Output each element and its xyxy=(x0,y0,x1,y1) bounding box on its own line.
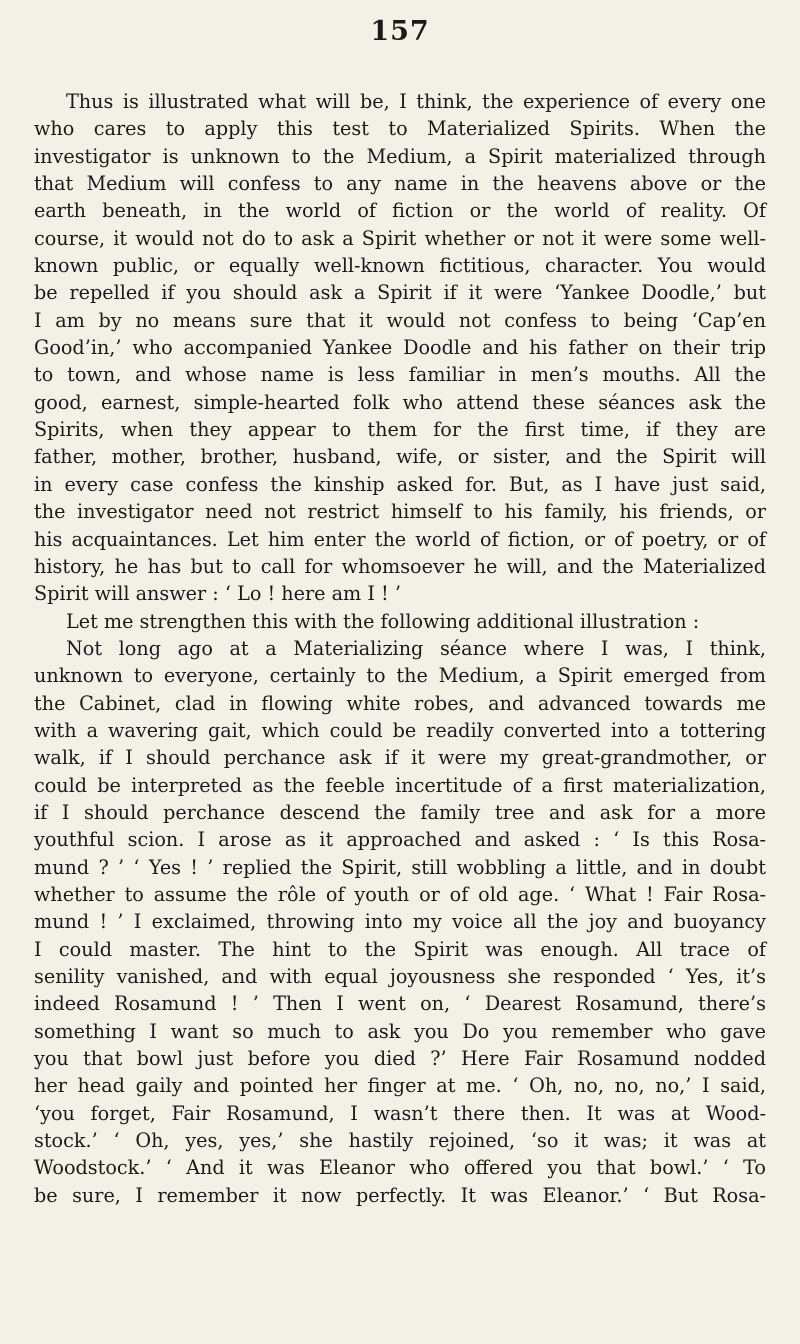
page-number: 157 xyxy=(370,16,430,47)
text-line: I could master. The hint to the Spirit was enough. All trace of xyxy=(34,937,766,961)
text-line: ‘you forget, Fair Rosamund, I wasn’t there then. It was at Wood- xyxy=(34,1101,766,1125)
text-line: in every case confess the kinship asked for. But, as I have just said, xyxy=(34,472,766,496)
text-line: Let me strengthen this with the following additional illustration : xyxy=(66,609,700,633)
paragraph-1 xyxy=(34,88,766,608)
text-line: you that bowl just before you died ?’ Here Fair Rosamund nodded xyxy=(34,1047,766,1071)
text-line: I am by no means sure that it would not confess to being ‘Cap’en xyxy=(34,308,766,332)
text-line: earth beneath, in the world of fiction or the world of reality. Of xyxy=(34,199,766,223)
text-line: Thus is illustrated what will be, I think, the experience of every one xyxy=(66,90,766,113)
text-line: who cares to apply this test to Materialized Spirits. When the xyxy=(34,117,766,141)
body-text xyxy=(34,88,766,1209)
text-line: Woodstock.’ ‘ And it was Eleanor who offered you that bowl.’ ‘ To xyxy=(34,1156,766,1180)
text-line: Not long ago at a Materializing séance where I was, I think, xyxy=(66,636,766,660)
text-line: Good’in,’ who accompanied Yankee Doodle and his father on their trip xyxy=(34,336,766,360)
text-line: indeed Rosamund ! ’ Then I went on, ‘ Dearest Rosamund, there’s xyxy=(34,992,766,1016)
text-line: to town, and whose name is less familiar in men’s mouths. All the xyxy=(34,363,766,387)
text-line: something I want so much to ask you Do you remember who gave xyxy=(34,1019,766,1043)
text-line: with a wavering gait, which could be readily converted into a tottering xyxy=(34,718,766,742)
text-line: good, earnest, simple-hearted folk who attend these séances ask the xyxy=(34,390,766,414)
text-line: walk, if I should perchance ask if it were my great-grandmother, or xyxy=(34,746,766,770)
text-line: mund ! ’ I exclaimed, throwing into my voice all the joy and buoyancy xyxy=(34,910,766,934)
text-line: the Cabinet, clad in flowing white robes, and advanced towards me xyxy=(34,691,766,715)
text-line: could be interpreted as the feeble incertitude of a first materialization, xyxy=(34,773,766,797)
text-line: Spirit will answer : ‘ Lo ! here am I ! ’ xyxy=(34,582,401,606)
paragraph-2 xyxy=(34,608,766,1210)
text-line: his acquaintances. Let him enter the world of fiction, or of poetry, or of xyxy=(34,527,766,551)
text-line: if I should perchance descend the family tree and ask for a more xyxy=(34,800,766,824)
text-line: youthful scion. I arose as it approached and asked : ‘ Is this Rosa- xyxy=(34,828,766,852)
text-line: course, it would not do to ask a Spirit whether or not it were some well- xyxy=(34,226,766,250)
text-line: known public, or equally well-known fictitious, character. You would xyxy=(34,254,766,278)
text-line: her head gaily and pointed her finger at me. ‘ Oh, no, no, no,’ I said, xyxy=(34,1074,766,1098)
text-line: mund ? ’ ‘ Yes ! ’ replied the Spirit, still wobbling a little, and in doubt xyxy=(34,855,766,879)
text-line: father, mother, brother, husband, wife, or sister, and the Spirit will xyxy=(34,445,766,469)
text-line: that Medium will confess to any name in the heavens above or the xyxy=(34,172,766,196)
text-line: whether to assume the rôle of youth or of old age. ‘ What ! Fair Rosa- xyxy=(34,882,766,906)
text-line: be sure, I remember it now perfectly. It was Eleanor.’ ‘ But Rosa- xyxy=(34,1183,766,1207)
text-line: investigator is unknown to the Medium, a Spirit materialized through xyxy=(34,144,766,168)
text-line: Spirits, when they appear to them for the first time, if they are xyxy=(34,418,766,442)
text-line: unknown to everyone, certainly to the Medium, a Spirit emerged from xyxy=(34,664,766,688)
text-line: the investigator need not restrict himself to his family, his friends, or xyxy=(34,500,766,524)
text-line: be repelled if you should ask a Spirit if it were ‘Yankee Doodle,’ but xyxy=(34,281,766,305)
text-line: senility vanished, and with equal joyousness she responded ‘ Yes, it’s xyxy=(34,965,766,988)
text-line: stock.’ ‘ Oh, yes, yes,’ she hastily rejoined, ‘so it was; it was at xyxy=(34,1129,766,1153)
text-line: history, he has but to call for whomsoever he will, and the Materialized xyxy=(34,554,766,578)
